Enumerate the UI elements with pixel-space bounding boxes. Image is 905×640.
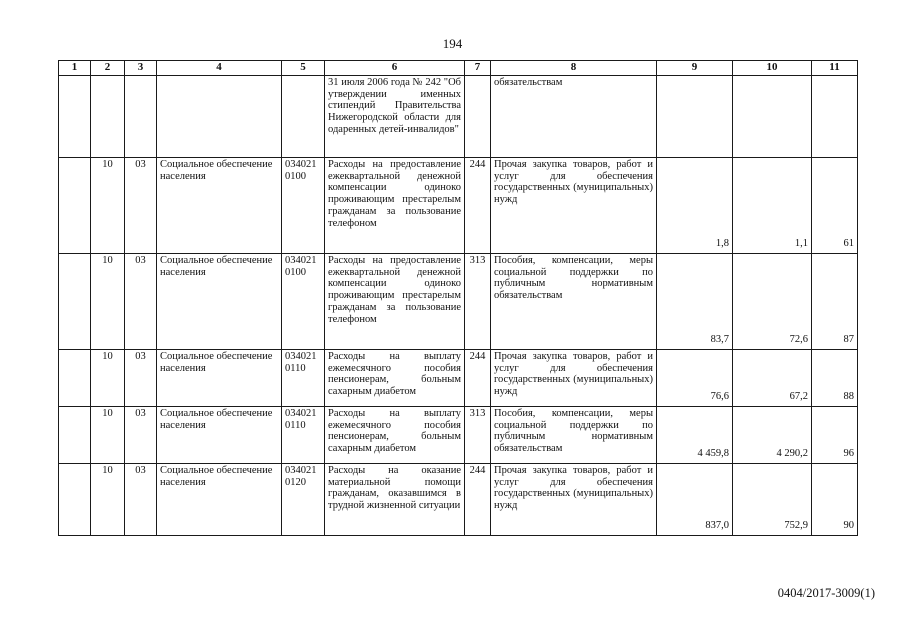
table-row xyxy=(59,254,858,350)
document-code: 0404/2017-3009(1) xyxy=(777,586,875,600)
subsection-code: 03 xyxy=(125,407,157,464)
section-name: Социальное обеспечение населения xyxy=(157,254,282,350)
expense-type-name: Пособия, компенсации, меры социальной поддержки по публичным нормативным обязательствам xyxy=(491,407,657,464)
row-col1 xyxy=(59,350,91,407)
col-header: 1 xyxy=(59,61,91,76)
target-article-code: 034021 0100 xyxy=(282,254,325,350)
expense-description: Расходы на выплату ежемесячного пособия пенсионерам, больным сахарным диабетом xyxy=(325,407,465,464)
col-header: 7 xyxy=(465,61,491,76)
percent-executed: 61 xyxy=(812,158,858,254)
target-article-code: 034021 0110 xyxy=(282,407,325,464)
header-row xyxy=(59,61,858,76)
expense-description: Расходы на оказание материальной помощи гражданам, оказавшимся в трудной жизненной ситуации xyxy=(325,464,465,536)
expense-type-code: 313 xyxy=(465,407,491,464)
section-code: 10 xyxy=(91,407,125,464)
subsection-code: 03 xyxy=(125,158,157,254)
expense-type-code: 313 xyxy=(465,254,491,350)
percent-executed: 87 xyxy=(812,254,858,350)
table-row xyxy=(59,350,858,407)
col-header: 10 xyxy=(733,61,812,76)
amount-plan: 4 459,8 xyxy=(657,407,733,464)
expense-type-name: Прочая закупка товаров, работ и услуг для обеспечения государственных (муниципальных) нужд xyxy=(491,158,657,254)
percent-executed: 88 xyxy=(812,350,858,407)
col-header: 11 xyxy=(812,61,858,76)
col-header: 5 xyxy=(282,61,325,76)
percent-executed: 96 xyxy=(812,407,858,464)
table-row xyxy=(59,76,858,158)
subsection-code: 03 xyxy=(125,350,157,407)
subsection-code: 03 xyxy=(125,254,157,350)
col-header: 8 xyxy=(491,61,657,76)
expense-description: Расходы на предоставление ежеквартальной денежной компенсации одиноко проживающим престарелым гражданам за пользование телефоном xyxy=(325,158,465,254)
expense-type-code xyxy=(465,76,491,158)
table-row xyxy=(59,407,858,464)
col-header: 4 xyxy=(157,61,282,76)
col-header: 6 xyxy=(325,61,465,76)
section-code: 10 xyxy=(91,464,125,536)
section-name xyxy=(157,76,282,158)
amount-actual: 67,2 xyxy=(733,350,812,407)
target-article-code: 034021 0120 xyxy=(282,464,325,536)
amount-plan: 76,6 xyxy=(657,350,733,407)
amount-actual: 4 290,2 xyxy=(733,407,812,464)
amount-plan: 83,7 xyxy=(657,254,733,350)
col-header: 3 xyxy=(125,61,157,76)
percent-executed xyxy=(812,76,858,158)
section-name: Социальное обеспечение населения xyxy=(157,350,282,407)
expense-description: 31 июля 2006 года № 242 "Об утверждении именных стипендий Правительства Нижегородской области для одаренных детей-инвалидов" xyxy=(325,76,465,158)
section-code: 10 xyxy=(91,158,125,254)
section-code: 10 xyxy=(91,350,125,407)
expense-description: Расходы на выплату ежемесячного пособия пенсионерам, больным сахарным диабетом xyxy=(325,350,465,407)
expense-type-code: 244 xyxy=(465,464,491,536)
section-code: 10 xyxy=(91,254,125,350)
target-article-code xyxy=(282,76,325,158)
amount-actual: 72,6 xyxy=(733,254,812,350)
expense-type-name: Прочая закупка товаров, работ и услуг для обеспечения государственных (муниципальных) нужд xyxy=(491,464,657,536)
expense-type-code: 244 xyxy=(465,158,491,254)
amount-actual: 752,9 xyxy=(733,464,812,536)
table-row xyxy=(59,464,858,536)
col-header: 9 xyxy=(657,61,733,76)
section-name: Социальное обеспечение населения xyxy=(157,158,282,254)
expense-type-name: Прочая закупка товаров, работ и услуг для обеспечения государственных (муниципальных) нужд xyxy=(491,350,657,407)
table-row xyxy=(59,158,858,254)
row-col1 xyxy=(59,76,91,158)
budget-table xyxy=(58,60,858,536)
target-article-code: 034021 0100 xyxy=(282,158,325,254)
row-col1 xyxy=(59,158,91,254)
amount-actual xyxy=(733,76,812,158)
expense-type-code: 244 xyxy=(465,350,491,407)
row-col1 xyxy=(59,464,91,536)
subsection-code: 03 xyxy=(125,464,157,536)
section-name: Социальное обеспечение населения xyxy=(157,464,282,536)
section-name: Социальное обеспечение населения xyxy=(157,407,282,464)
col-header: 2 xyxy=(91,61,125,76)
amount-actual: 1,1 xyxy=(733,158,812,254)
row-col1 xyxy=(59,254,91,350)
expense-description: Расходы на предоставление ежеквартальной денежной компенсации одиноко проживающим престарелым гражданам за пользование телефоном xyxy=(325,254,465,350)
expense-type-name: Пособия, компенсации, меры социальной поддержки по публичным нормативным обязательствам xyxy=(491,254,657,350)
target-article-code: 034021 0110 xyxy=(282,350,325,407)
amount-plan: 1,8 xyxy=(657,158,733,254)
page-number: 194 xyxy=(442,36,463,51)
expense-type-name: обязательствам xyxy=(491,76,657,158)
subsection-code xyxy=(125,76,157,158)
percent-executed: 90 xyxy=(812,464,858,536)
section-code xyxy=(91,76,125,158)
amount-plan xyxy=(657,76,733,158)
row-col1 xyxy=(59,407,91,464)
amount-plan: 837,0 xyxy=(657,464,733,536)
